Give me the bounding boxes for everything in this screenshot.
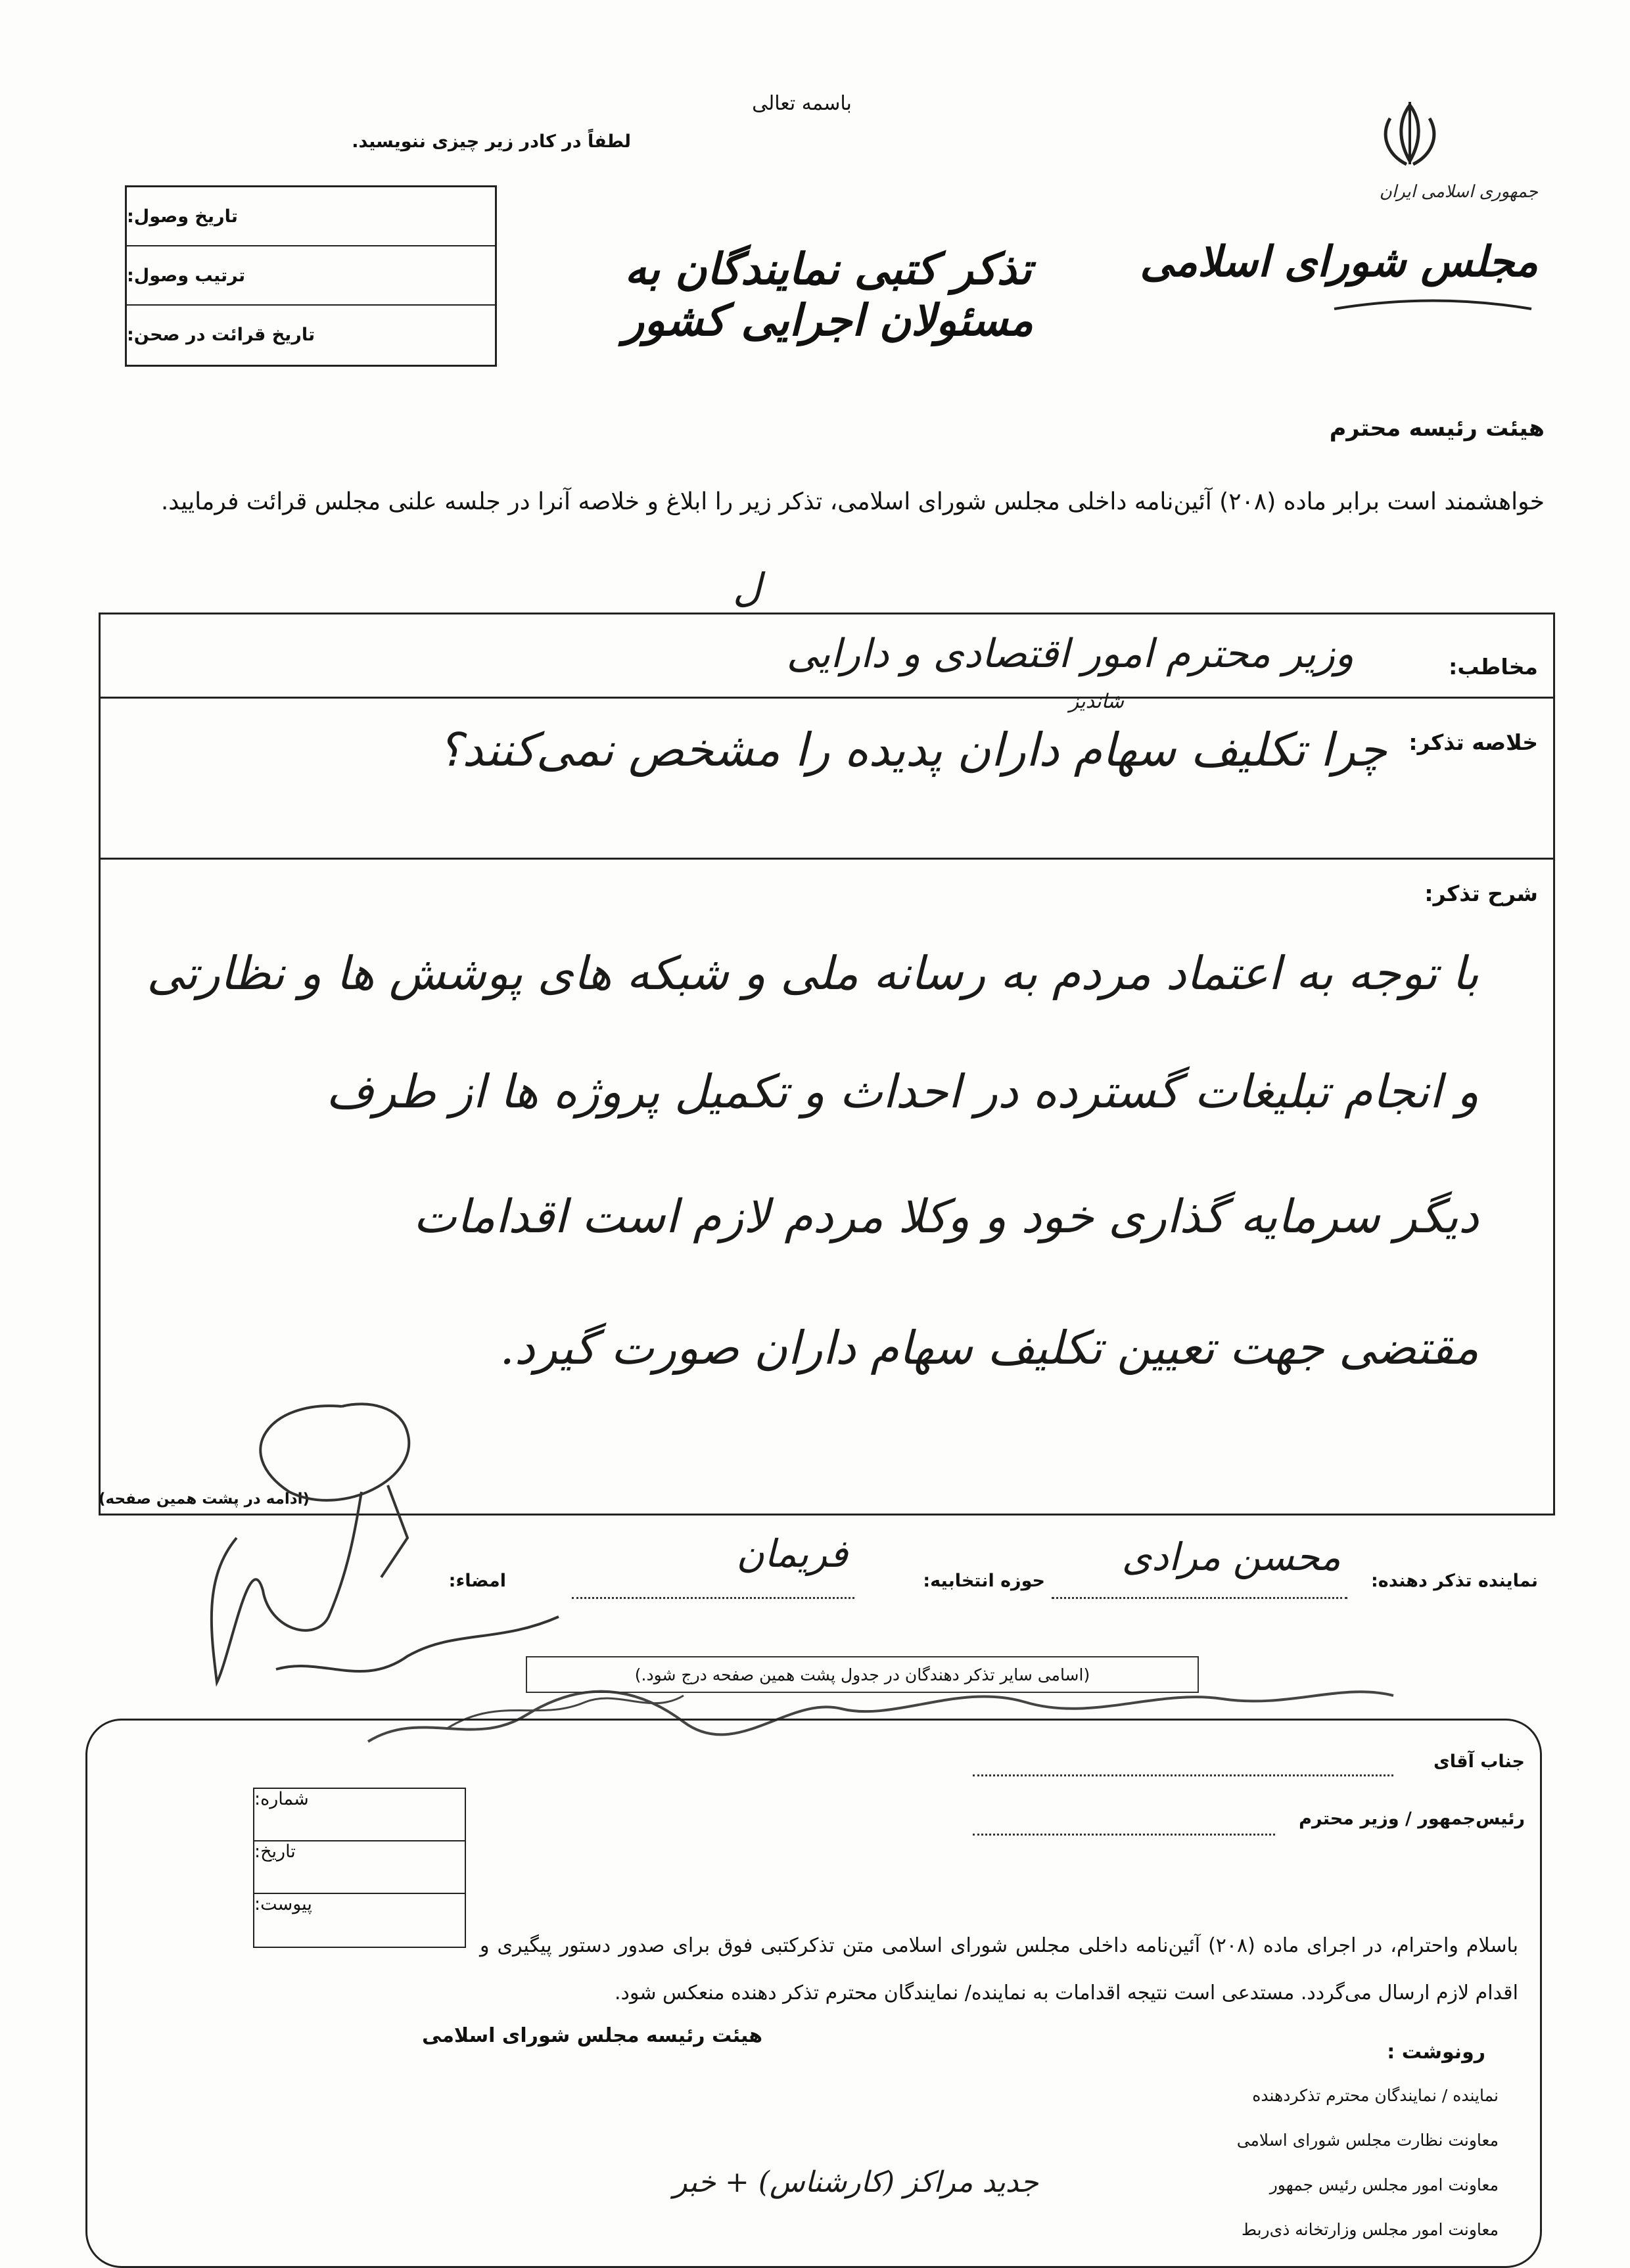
constituency-dotted-line [572,1597,854,1599]
majlis-logo [1140,151,1545,322]
attachment-field: پیوست: [254,1894,312,1914]
to-label: جناب آقای [1433,1751,1525,1772]
signature-label: امضاء: [448,1571,506,1591]
description-line: مقتضی جهت تعیین تکلیف سهام داران صورت گیرد. [500,1321,1479,1375]
svg-text:جمهوری اسلامی ایران: جمهوری اسلامی ایران [1379,182,1538,202]
salutation: هیئت رئیسه محترم [1329,415,1545,442]
representative-dotted-line [1052,1597,1347,1599]
do-not-write-note: لطفاً در کادر زیر چیزی ننویسید. [352,131,631,152]
president-dotted-line [973,1834,1275,1836]
description-line: و انجام تبلیغات گسترده در احداث و تکمیل پروژه ها از طرف [326,1065,1479,1119]
continued-note: (ادامه در پشت همین صفحه) [99,1491,310,1508]
cc-item: معاونت نظارت مجلس شورای اسلامی [1236,2131,1499,2150]
president-label: رئیس‌جمهور / وزیر محترم [1299,1809,1525,1829]
cc-list [986,2073,1499,2252]
receipt-box [125,185,497,367]
board-signature: هیئت رئیسه مجلس شورای اسلامی [421,2024,762,2047]
cc-title: رونوشت : [1387,2041,1485,2064]
receipt-date-field: تاریخ وصول: [127,187,495,246]
representative-value: محسن مرادی [1121,1535,1341,1579]
summary-insert: شاندیز [1069,690,1124,713]
cc-item: نماینده / نمایندگان محترم تذکردهنده [1252,2086,1499,2105]
representative-label: نماینده تذکر دهنده: [1370,1571,1538,1591]
summary-label: خلاصه تذکر: [1409,729,1538,755]
description-line: دیگر سرمایه گذاری خود و وکلا مردم لازم است اقدامات [413,1190,1479,1243]
constituency-value: فریمان [736,1531,848,1576]
to-dotted-line [973,1774,1393,1776]
bismillah-heading: باسمه تعالی [752,92,852,115]
svg-text:مجلس شورای اسلامی: مجلس شورای اسلامی [1140,237,1538,287]
description-label: شرح تذکر: [1424,881,1538,906]
handwritten-footnote: جدید مراکز (کارشناس) + خبر [673,2165,1038,2199]
divider [99,858,1555,860]
other-signers-note: (اسامی سایر تذکر دهندگان در جدول پشت همین صفحه درج شود.) [526,1656,1199,1693]
cc-item: معاونت امور مجلس رئیس جمهور [1269,2175,1499,2194]
form-title: تذکر کتبی نمایندگان به مسئولان اجرایی کشور [623,243,1033,346]
cc-item: معاونت امور مجلس وزارتخانه ذی‌ربط [1241,2220,1499,2239]
intro-paragraph: خواهشمند است برابر ماده (۲۰۸) آئین‌نامه داخلی مجلس شورای اسلامی، تذکر زیر را ابلاغ و خلاصه آنرا در جلسه علنی مجلس قرائت فرمایید. [160,488,1545,515]
summary-value: چرا تکلیف سهام داران پدیده را مشخص نمی‌کنند؟ [438,723,1387,777]
letter-ref-box [253,1788,466,1948]
addressee-label: مخاطب: [1449,654,1538,680]
constituency-label: حوزه انتخابیه: [923,1571,1045,1591]
reading-date-field: تاریخ قرائت در صحن: [127,324,315,345]
description-line: با توجه به اعتماد مردم به رسانه ملی و شبکه های پوشش ها و نظارتی [147,946,1479,1000]
forwarding-letter: باسلام واحترام، در اجرای ماده (۲۰۸) آئین‌نامه داخلی مجلس شورای اسلامی متن تذکرکتبی فوق برای صدور دستور پیگیری و اقدام لازم ارسال می‌گردد. مستدعی است نتیجه اقدامات به نماینده/ نمایندگان محترم تذکر دهنده منعکس شود. [480,1934,1518,2004]
date-field: تاریخ: [254,1841,465,1894]
receipt-order-field: ترتیب وصول: [127,246,495,306]
addressee-value: وزیر محترم امور اقتصادی و دارایی [786,631,1354,677]
handwritten-mark: ل [733,565,762,611]
divider [99,697,1555,699]
number-field: شماره: [254,1789,465,1841]
